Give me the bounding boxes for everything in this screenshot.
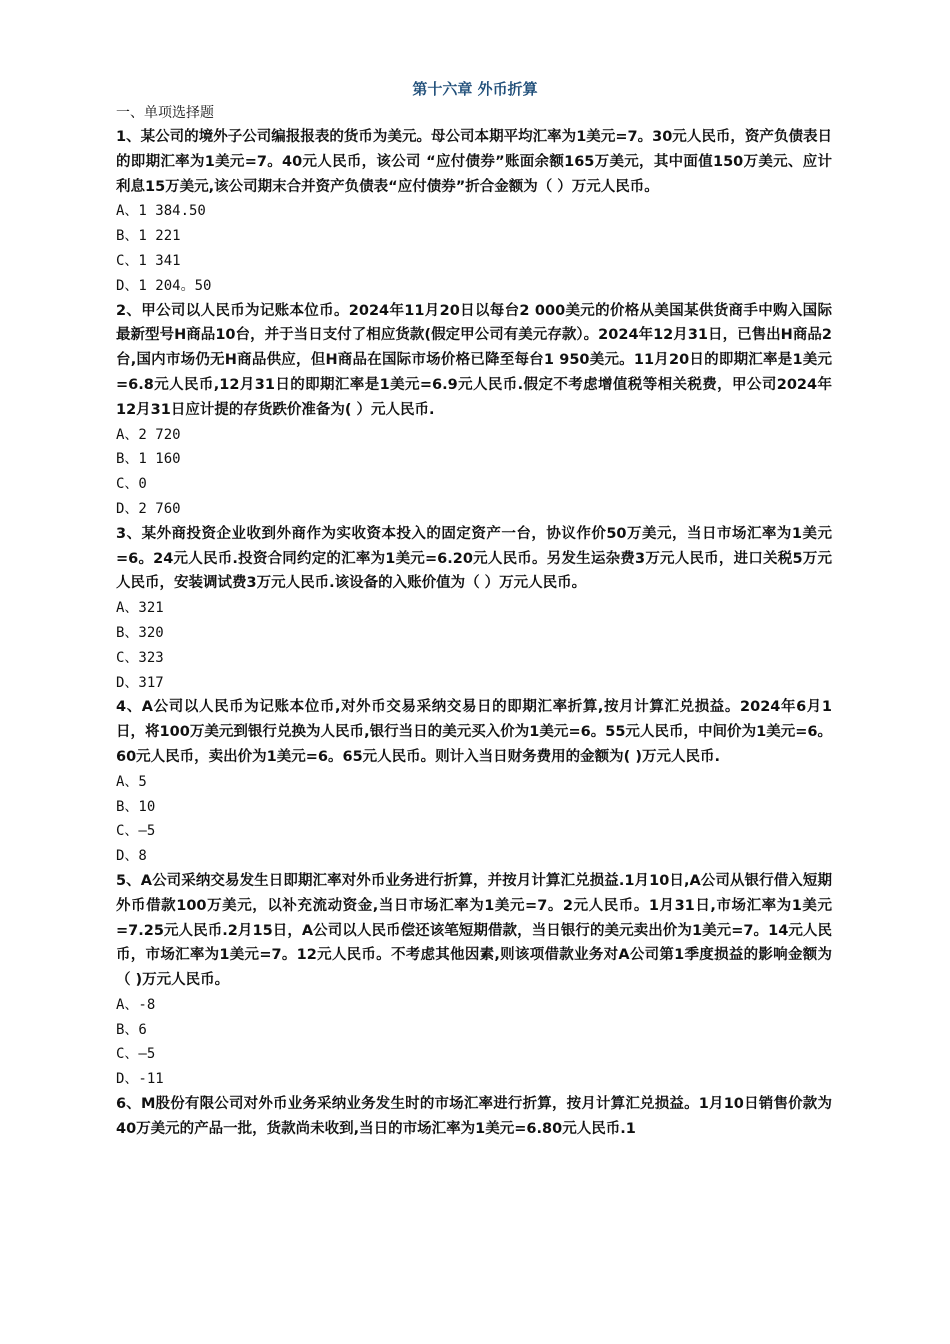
option-b: B、1 160 xyxy=(116,451,181,468)
content-area xyxy=(116,101,832,1142)
section-heading: 一、单项选择题 xyxy=(116,105,214,121)
option-c: C、—5 xyxy=(116,1046,156,1063)
option-c: C、323 xyxy=(116,649,164,666)
question-5 xyxy=(116,869,832,1092)
question-text: 1、某公司的境外子公司编报报表的货币为美元。母公司本期平均汇率为1美元=7。30元人民币，资产负债表日的即期汇率为1美元=7。40元人民币，该公司 “应付债券”账面余额165万美元，其中面值150万美元、应计利息15万美元,该公司期末合并资产负债表“应付债券”折合金额为（ ）万元人民币。 xyxy=(116,129,832,195)
option-d: D、2 760 xyxy=(116,500,181,517)
question-1 xyxy=(116,125,832,299)
question-text: 6、M股份有限公司对外币业务采纳业务发生时的市场汇率进行折算，按月计算汇兑损益。1月10日销售价款为40万美元的产品一批，货款尚未收到,当日的市场汇率为1美元=6.80元人民币.1 xyxy=(116,1096,832,1137)
option-a: A、-8 xyxy=(116,996,156,1013)
option-a: A、1 384.50 xyxy=(116,203,206,220)
question-4 xyxy=(116,695,832,869)
option-c: C、1 341 xyxy=(116,252,181,269)
question-3 xyxy=(116,522,832,696)
option-b: B、320 xyxy=(116,624,164,641)
option-a: A、2 720 xyxy=(116,426,181,443)
question-text: 5、A公司采纳交易发生日即期汇率对外币业务进行折算，并按月计算汇兑损益.1月10日,A公司从银行借入短期外币借款100万美元，以补充流动资金,当日市场汇率为1美元=7。2元人民币。1月31日,市场汇率为1美元=7.25元人民币.2月15日，A公司以人民币偿还该笔短期借款，当日银行的美元卖出价为1美元=7。14元人民币，市场汇率为1美元=7。12元人民币。不考虑其他因素,则该项借款业务对A公司第1季度损益的影响金额为（ )万元人民币。 xyxy=(116,872,832,989)
option-c: C、—5 xyxy=(116,823,156,840)
question-text: 2、甲公司以人民币为记账本位币。2024年11月20日以每台2 000美元的价格从美国某供货商手中购入国际最新型号H商品10台，并于当日支付了相应货款(假定甲公司有美元存款）。2024年12月31日，已售出H商品2台,国内市场仍无H商品供应，但H商品在国际市场价格已降至每台1 950美元。11月20日的即期汇率是1美元=6.8元人民币,12月31日的即期汇率是1美元=6.9元人民币.假定不考虑增值税等相关税费，甲公司2024年12月31日应计提的存货跌价准备为( ）元人民币. xyxy=(116,302,832,418)
chapter-title: 第十六章 外币折算 xyxy=(412,80,538,98)
question-2 xyxy=(116,299,832,522)
option-b: B、10 xyxy=(116,798,156,815)
option-d: D、8 xyxy=(116,848,147,865)
question-6 xyxy=(116,1092,832,1142)
option-c: C、0 xyxy=(116,476,147,493)
option-d: D、-11 xyxy=(116,1071,164,1088)
question-text: 4、A公司以人民币为记账本位币,对外币交易采纳交易日的即期汇率折算,按月计算汇兑损益。2024年6月1日，将100万美元到银行兑换为人民币,银行当日的美元买入价为1美元=6。55元人民币，中间价为1美元=6。60元人民币，卖出价为1美元=6。65元人民币。则计入当日财务费用的金额为( )万元人民币. xyxy=(116,699,832,765)
option-b: B、6 xyxy=(116,1021,147,1038)
question-text: 3、某外商投资企业收到外商作为实收资本投入的固定资产一台，协议作价50万美元，当日市场汇率为1美元=6。24元人民币.投资合同约定的汇率为1美元=6.20元人民币。另发生运杂费3万元人民币，进口关税5万元人民币，安装调试费3万元人民币.该设备的入账价值为（ ）万元人民币。 xyxy=(116,525,832,592)
option-b: B、1 221 xyxy=(116,228,181,245)
option-a: A、321 xyxy=(116,600,164,617)
option-d: D、317 xyxy=(116,674,164,691)
option-a: A、5 xyxy=(116,773,147,790)
option-d: D、1 204。50 xyxy=(116,277,212,294)
